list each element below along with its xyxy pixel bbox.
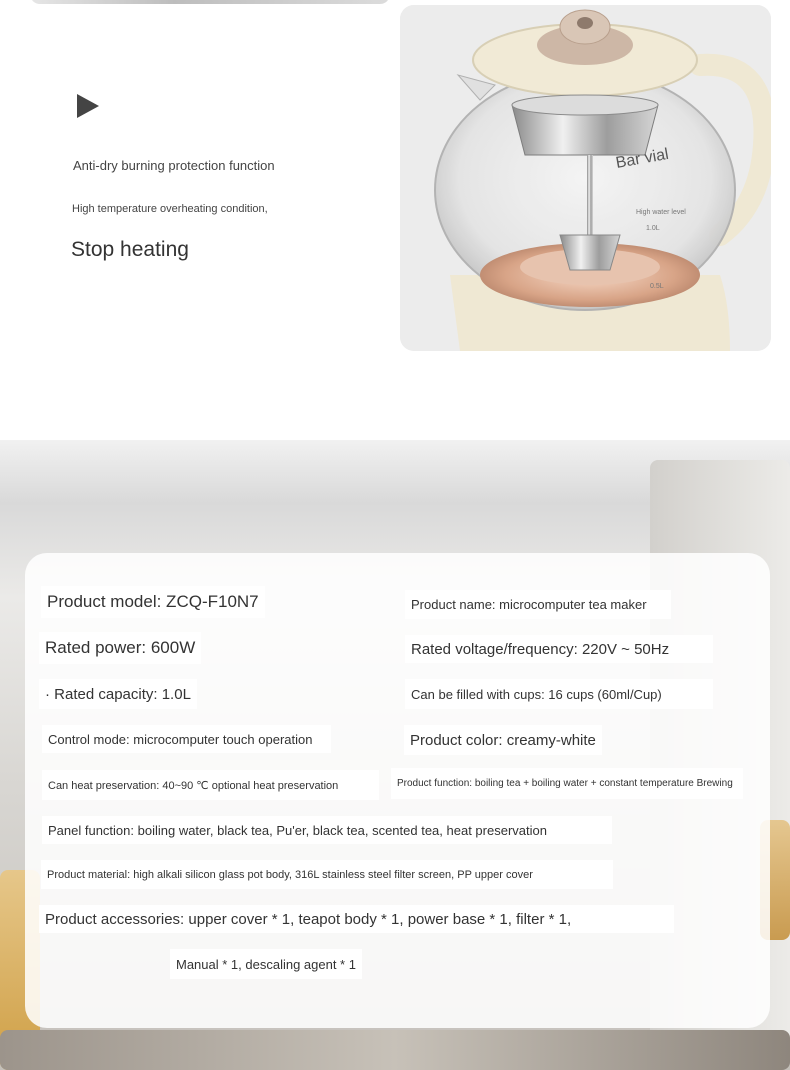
spec-cups: Can be filled with cups: 16 cups (60ml/Cup) bbox=[405, 679, 713, 709]
spec-heat-preservation: Can heat preservation: 40~90 ℃ optional heat preservation bbox=[42, 770, 379, 800]
background-floor-blur bbox=[0, 1030, 790, 1070]
bar-vial-label: Bar vial bbox=[614, 145, 670, 172]
scale-mark-high: High water level bbox=[636, 209, 686, 216]
play-icon bbox=[77, 94, 99, 118]
feature-result: Stop heating bbox=[71, 238, 189, 261]
spec-card bbox=[25, 553, 770, 1028]
spec-panel: Panel function: boiling water, black tea, Pu'er, black tea, scented tea, heat preservation bbox=[42, 816, 612, 844]
feature-section bbox=[0, 0, 790, 440]
scale-mark-1l: 1.0L bbox=[646, 225, 660, 232]
spec-capacity: · Rated capacity: 1.0L bbox=[39, 679, 197, 709]
tea-maker-photo bbox=[400, 5, 771, 351]
previous-image-edge bbox=[30, 0, 390, 4]
spec-model: Product model: ZCQ-F10N7 bbox=[41, 586, 265, 618]
specifications-section bbox=[0, 440, 790, 1070]
spec-power: Rated power: 600W bbox=[39, 632, 201, 664]
spec-accessories-continued: Manual * 1, descaling agent * 1 bbox=[170, 949, 362, 979]
tea-maker-illustration bbox=[400, 5, 771, 351]
spec-name: Product name: microcomputer tea maker bbox=[405, 590, 671, 619]
spec-color: Product color: creamy-white bbox=[404, 725, 602, 755]
scale-mark-05l: 0.5L bbox=[650, 283, 664, 290]
spec-accessories: Product accessories: upper cover * 1, teapot body * 1, power base * 1, filter * 1, bbox=[39, 905, 674, 933]
feature-condition: High temperature overheating condition, bbox=[72, 203, 268, 215]
spec-voltage: Rated voltage/frequency: 220V ~ 50Hz bbox=[405, 635, 713, 663]
spec-function: Product function: boiling tea + boiling water + constant temperature Brewing bbox=[391, 768, 743, 799]
spec-material: Product material: high alkali silicon glass pot body, 316L stainless steel filter screen, PP upper cover bbox=[41, 860, 613, 889]
feature-title: Anti-dry burning protection function bbox=[73, 158, 275, 173]
spec-control: Control mode: microcomputer touch operation bbox=[42, 725, 331, 753]
